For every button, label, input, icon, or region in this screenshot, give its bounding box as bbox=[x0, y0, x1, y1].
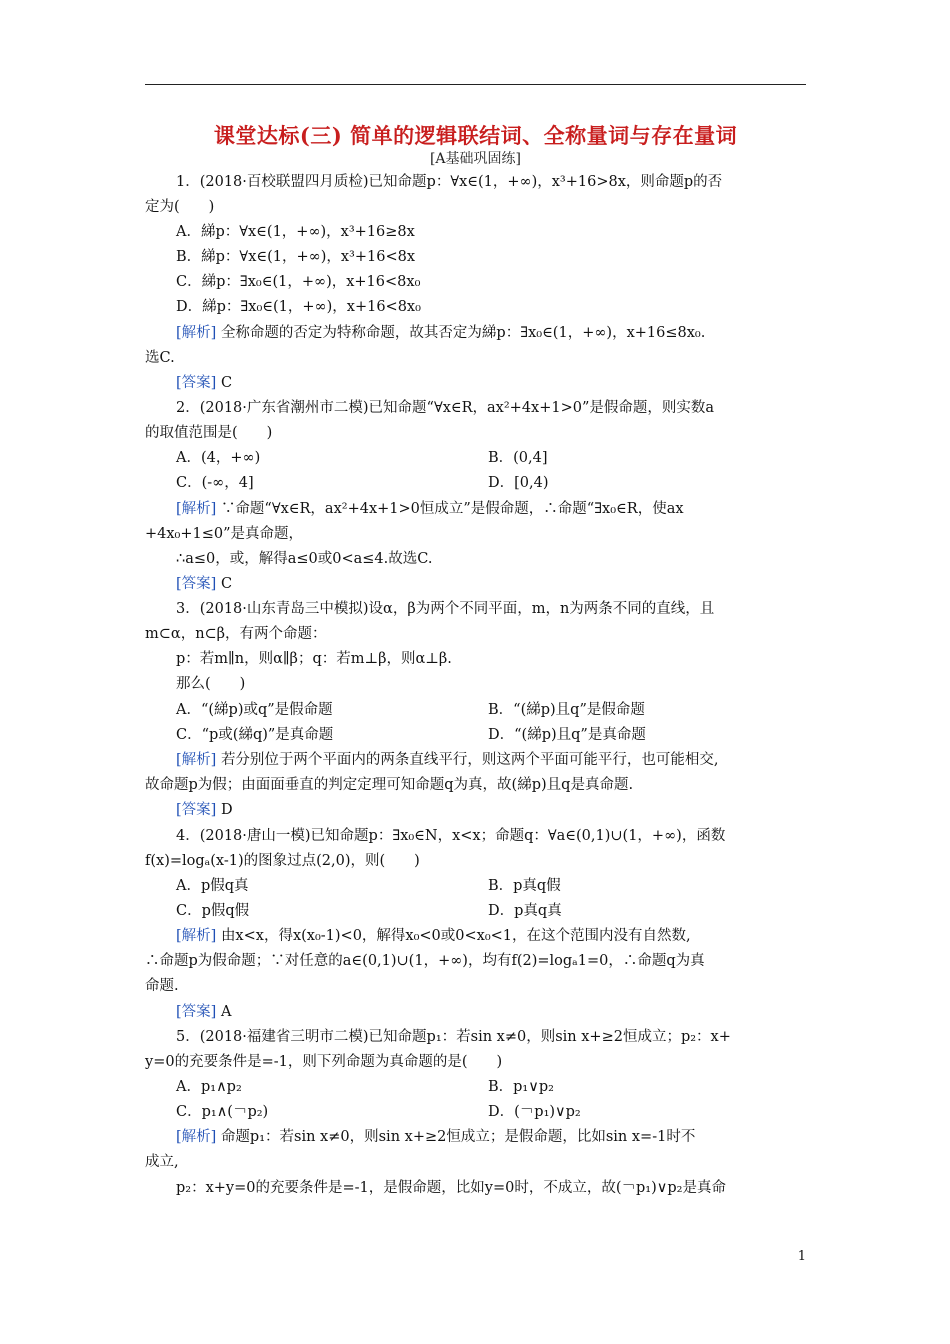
answer-tag: [答案] bbox=[176, 802, 217, 818]
q5-stem-line1: 5．(2018·福建省三明市二模)已知命题p₁：若sin x≠0，则sin x+≥2恒成立；p₂：x+ bbox=[176, 1029, 731, 1045]
q2-analysis-text: ∵命题“∀x∈R，ax²+4x+1>0恒成立”是假命题，∴命题“∃x₀∈R，使ax bbox=[220, 501, 684, 517]
q2-stem-line1: 2．(2018·广东省潮州市二模)已知命题“∀x∈R，ax²+4x+1>0”是假命题，则实数a bbox=[176, 400, 715, 416]
q2-option-c: C．(-∞，4] bbox=[176, 475, 254, 491]
q1-analysis-text: 全称命题的否定为特称命题，故其否定为綈p：∃x₀∈(1，+∞)，x+16≤8x₀. bbox=[220, 325, 706, 341]
q1-analysis-line1 bbox=[176, 323, 705, 343]
analysis-tag: [解析] bbox=[176, 928, 217, 944]
q4-analysis-text: 由x<x，得x(x₀-1)<0，解得x₀<0或0<x₀<1，在这个范围内没有自然数, bbox=[220, 928, 691, 944]
q3-stem-line1: 3．(2018·山东青岛三中模拟)设α，β为两个不同平面，m，n为两条不同的直线，且 bbox=[176, 601, 715, 617]
q5-stem-line2: y=0的充要条件是=-1，则下列命题为真命题的是( ) bbox=[145, 1054, 503, 1070]
q4-option-a: A．p假q真 bbox=[176, 878, 249, 894]
q5-option-b: B．p₁∨p₂ bbox=[488, 1079, 554, 1095]
q3-answer-value: D bbox=[220, 802, 233, 818]
q4-analysis-line3: 命题. bbox=[145, 978, 179, 994]
q5-analysis-text: 命题p₁：若sin x≠0，则sin x+≥2恒成立；是假命题，比如sin x=-1时不 bbox=[220, 1129, 696, 1145]
q3-stem-line2: m⊂α，n⊂β，有两个命题： bbox=[145, 626, 327, 642]
q3-option-a: A．“(綈p)或q”是假命题 bbox=[176, 702, 333, 718]
q2-option-a: A．(4，+∞) bbox=[176, 450, 261, 466]
q1-option-a: A．綈p：∀x∈(1，+∞)，x³+16≥8x bbox=[176, 224, 415, 240]
q3-stem-line3: p：若m∥n，则α∥β；q：若m⊥β，则α⊥β. bbox=[176, 651, 452, 667]
q4-option-d: D．p真q真 bbox=[488, 903, 562, 919]
q5-option-a: A．p₁∧p₂ bbox=[176, 1079, 242, 1095]
q2-stem-line2: 的取值范围是( ) bbox=[145, 425, 273, 441]
q5-analysis-line1 bbox=[176, 1127, 695, 1147]
q3-option-c: C．“p或(綈q)”是真命题 bbox=[176, 727, 334, 743]
q4-option-c: C．p假q假 bbox=[176, 903, 250, 919]
q5-option-c: C．p₁∧(￢p₂) bbox=[176, 1104, 269, 1120]
analysis-tag: [解析] bbox=[176, 1129, 217, 1145]
q1-analysis-line2: 选C. bbox=[145, 350, 175, 366]
q1-option-b: B．綈p：∀x∈(1，+∞)，x³+16<8x bbox=[176, 249, 416, 265]
q4-analysis-line2: ∴命题p为假命题；∵对任意的a∈(0,1)∪(1，+∞)，均有f(2)=logₐ1=0，∴命题q为真 bbox=[145, 953, 705, 969]
q3-stem-line4: 那么( ) bbox=[176, 676, 246, 692]
answer-tag: [答案] bbox=[176, 576, 217, 592]
page-title: 课堂达标(三) 简单的逻辑联结词、全称量词与存在量词 bbox=[213, 123, 738, 148]
analysis-tag: [解析] bbox=[176, 501, 217, 517]
header-rule bbox=[145, 84, 806, 85]
q2-analysis-line3: ∴a≤0，或，解得a≤0或0<a≤4.故选C. bbox=[176, 551, 433, 567]
q1-stem-line2: 定为( ) bbox=[145, 199, 215, 215]
q1-stem-line1: 1．(2018·百校联盟四月质检)已知命题p：∀x∈(1，+∞)，x³+16>8x，则命题p的否 bbox=[176, 174, 723, 190]
analysis-tag: [解析] bbox=[176, 752, 217, 768]
q5-analysis-line2: 成立, bbox=[145, 1154, 179, 1170]
q1-answer-value: C bbox=[220, 375, 233, 391]
q5-analysis-line3: p₂：x+y=0的充要条件是=-1，是假命题，比如y=0时，不成立，故(￢p₁)∨p₂是真命 bbox=[176, 1180, 726, 1196]
q2-answer-value: C bbox=[220, 576, 233, 592]
q3-answer bbox=[176, 800, 233, 820]
q4-answer-value: A bbox=[220, 1004, 232, 1020]
q5-option-d: D．(￢p₁)∨p₂ bbox=[488, 1104, 581, 1120]
q2-answer bbox=[176, 574, 232, 594]
page-number: 1 bbox=[797, 1249, 806, 1264]
q2-option-b: B．(0,4] bbox=[488, 450, 548, 466]
q3-analysis-line1 bbox=[176, 750, 719, 770]
answer-tag: [答案] bbox=[176, 375, 217, 391]
q3-analysis-line2: 故命题p为假；由面面垂直的判定定理可知命题q为真，故(綈p)且q是真命题. bbox=[145, 777, 634, 793]
q3-option-d: D．“(綈p)且q”是真命题 bbox=[488, 727, 646, 743]
q3-analysis-text: 若分别位于两个平面内的两条直线平行，则这两个平面可能平行，也可能相交, bbox=[220, 752, 719, 768]
q1-option-d: D．綈p：∃x₀∈(1，+∞)，x+16<8x₀ bbox=[176, 299, 421, 315]
analysis-tag: [解析] bbox=[176, 325, 217, 341]
q3-option-b: B．“(綈p)且q”是假命题 bbox=[488, 702, 645, 718]
q4-option-b: B．p真q假 bbox=[488, 878, 561, 894]
q1-answer bbox=[176, 373, 232, 393]
q2-option-d: D．[0,4) bbox=[488, 475, 549, 491]
q1-option-c: C．綈p：∃x₀∈(1，+∞)，x+16<8x₀ bbox=[176, 274, 421, 290]
q2-analysis-line1 bbox=[176, 499, 684, 519]
q4-analysis-line1 bbox=[176, 926, 691, 946]
q4-answer bbox=[176, 1002, 231, 1022]
answer-tag: [答案] bbox=[176, 1004, 217, 1020]
q2-analysis-line2: +4x₀+1≤0”是真命题， bbox=[145, 526, 304, 542]
q4-stem-line2: f(x)=logₐ(x-1)的图象过点(2,0)，则( ) bbox=[145, 853, 420, 869]
q4-stem-line1: 4．(2018·唐山一模)已知命题p：∃x₀∈N，x<x；命题q：∀a∈(0,1)∪(1，+∞)，函数 bbox=[176, 828, 726, 844]
section-subtitle: [A基础巩固练] bbox=[429, 151, 522, 167]
